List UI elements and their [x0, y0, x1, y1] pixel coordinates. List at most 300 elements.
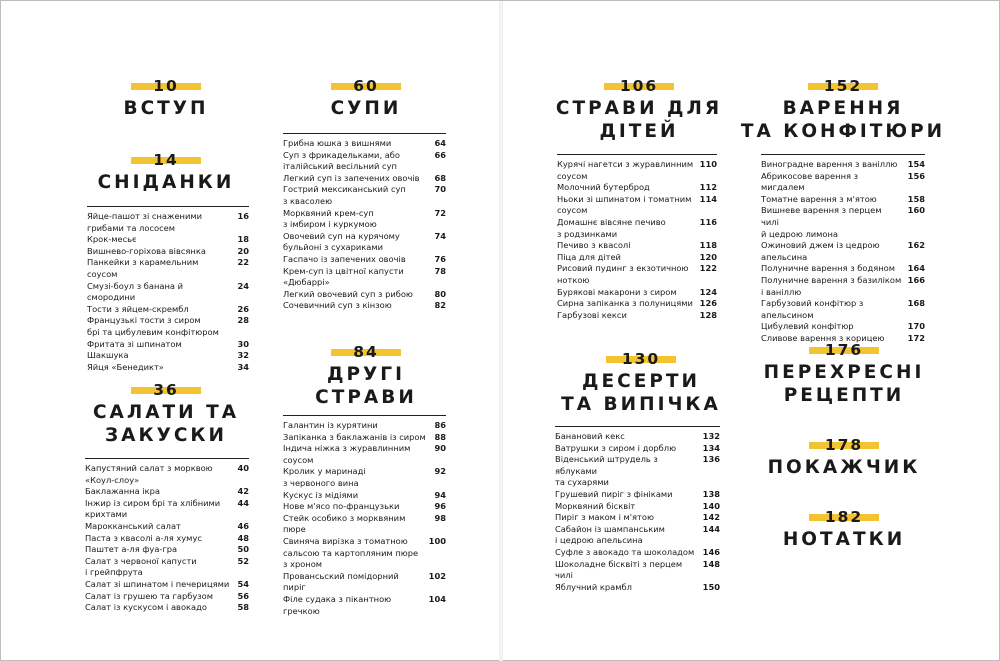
- section-title: [306, 363, 426, 409]
- toc-entry-page: 42: [237, 486, 249, 497]
- toc-entry-page: 82: [434, 300, 446, 311]
- toc-entry-page: 56: [237, 590, 249, 601]
- toc-entry-page: 94: [434, 489, 446, 500]
- toc-entry-page: 22: [237, 257, 249, 268]
- toc-entry-page: 148: [702, 558, 720, 569]
- toc-entry: [87, 223, 249, 235]
- toc-entry: [761, 321, 925, 333]
- toc-entry-page: 74: [434, 230, 446, 241]
- toc-entry-title: Яйце-пашот зі снаженими: [87, 211, 203, 221]
- toc-entry-page: 24: [237, 280, 249, 291]
- section-title: СНІДАНКИ: [97, 172, 235, 193]
- toc-entry-title: «Коул-слоу»: [85, 474, 140, 485]
- section-mains: [306, 343, 426, 409]
- toc-entry-title: Ватрушки з сиром і дорблю: [555, 442, 677, 453]
- toc-desserts: [555, 426, 720, 593]
- section-page-number: 84: [353, 343, 379, 361]
- toc-entry: [283, 501, 446, 513]
- toc-entry: [85, 509, 249, 521]
- toc-entry-page: 102: [428, 570, 446, 581]
- toc-entry-title: та сухарями: [555, 477, 609, 488]
- toc-entry-page: 150: [702, 581, 720, 592]
- toc-entry-page: 98: [434, 512, 446, 523]
- section-title: СУПИ: [330, 98, 402, 119]
- toc-entry-title: Паста з квасолі а-ля хумус: [85, 532, 202, 543]
- toc-entry: [87, 315, 249, 327]
- divider: [283, 415, 446, 416]
- toc-soups: [283, 133, 446, 312]
- toc-entry-title: Гарбузовий конфітюр з апельсином: [761, 298, 864, 320]
- toc-entry-title: Смузі-боул з банана й смородини: [87, 280, 184, 303]
- section-title-line: РЕЦЕПТИ: [783, 385, 905, 406]
- toc-entry-page: 124: [699, 286, 717, 297]
- toc-entry-page: 154: [907, 159, 925, 169]
- toc-entry-title: Рисовий пудинг з екзотичною: [557, 263, 689, 274]
- toc-entry-page: 88: [434, 431, 446, 442]
- toc-entry: [85, 475, 249, 487]
- divider: [283, 133, 446, 134]
- section-title-line: ТА КОНФІТЮРИ: [740, 121, 946, 142]
- toc-entry-title: Баклажанна ікра: [85, 486, 160, 497]
- section-title-line: СТРАВИ ДЛЯ: [555, 98, 723, 119]
- toc-entry-page: 20: [237, 245, 249, 256]
- toc-entry-page: 126: [699, 298, 717, 309]
- toc-entry-title: Томатне варення з м'ятою: [761, 193, 877, 204]
- toc-entry-page: 58: [237, 602, 249, 613]
- toc-entry-title: Грибна юшка з вишнями: [283, 138, 392, 148]
- section-title: ВСТУП: [123, 98, 209, 119]
- toc-entry: [85, 463, 249, 475]
- section-desserts: [556, 350, 726, 416]
- toc-entry-page: 116: [699, 216, 717, 227]
- toc-entry-page: 134: [702, 442, 720, 453]
- toc-jams: [761, 154, 925, 345]
- toc-entry-title: брі та цибулевим конфітюром: [87, 326, 219, 337]
- toc-entry: [87, 281, 249, 304]
- toc-entry: [87, 211, 249, 223]
- toc-entry: [557, 229, 717, 241]
- toc-entry-page: 138: [702, 488, 720, 499]
- toc-entry-title: Французькі тости з сиром: [87, 315, 201, 326]
- toc-entry: [557, 159, 717, 171]
- toc-entry-title: з червоного вина: [283, 477, 359, 488]
- section-page-number: 106: [619, 77, 659, 95]
- toc-entry-title: Суп з фрикадельками, або: [283, 149, 400, 160]
- toc-entry-page: 48: [237, 532, 249, 543]
- toc-entry-title: Легкий суп із запечених овочів: [283, 172, 420, 183]
- toc-entry-page: 90: [434, 443, 446, 454]
- toc-entry-title: Морквяний бісквіт: [555, 500, 636, 511]
- toc-entry-page: 120: [699, 251, 717, 262]
- toc-entry-title: Тости з яйцем-скрембл: [87, 303, 189, 314]
- toc-entry-page: 92: [434, 466, 446, 477]
- toc-entry-title: Шоколадне бісквіті з перцем чилі: [555, 558, 683, 581]
- toc-entry-title: Цибулевий конфітюр: [761, 321, 854, 332]
- toc-entry-title: Сирна запіканка з полуницями: [557, 298, 693, 309]
- toc-entry-title: соусом: [283, 454, 314, 465]
- toc-entry: [555, 443, 720, 455]
- toc-entry: [283, 432, 446, 444]
- toc-entry-page: 34: [237, 361, 249, 372]
- toc-entry-title: Гарбузові кекси: [557, 309, 627, 320]
- toc-entry: [283, 571, 446, 594]
- toc-entry-title: Капустяний салат з морквою: [85, 463, 213, 473]
- section-soups: [306, 77, 426, 120]
- section-breakfast: [86, 151, 246, 194]
- toc-entry-title: «Дюбаррі»: [283, 277, 330, 288]
- toc-salads: [85, 458, 249, 614]
- toc-entry: [557, 171, 717, 183]
- section-title: НОТАТКИ: [782, 529, 906, 550]
- section-title: [549, 97, 729, 143]
- toc-entry-page: 68: [434, 172, 446, 183]
- toc-entry: [283, 208, 446, 220]
- toc-entry-page: 46: [237, 520, 249, 531]
- toc-entry-title: Грушевий пиріг з фініками: [555, 488, 673, 499]
- section-index: [764, 436, 924, 479]
- section-page-number: 178: [824, 436, 864, 454]
- toc-entry-page: 78: [434, 265, 446, 276]
- toc-entry-title: Морквяний крем-суп: [283, 207, 374, 218]
- toc-entry: [557, 252, 717, 264]
- toc-entry-title: Віденський штрудель з яблуками: [555, 454, 658, 476]
- section-page-number: 182: [824, 508, 864, 526]
- section-page-number: 152: [823, 77, 863, 95]
- toc-entry-page: 54: [237, 578, 249, 589]
- toc-entry-title: Яблучний крамбл: [555, 581, 632, 592]
- toc-entry: [283, 138, 446, 150]
- book-spine: [499, 1, 503, 661]
- toc-entry: [557, 310, 717, 322]
- toc-entry: [557, 217, 717, 229]
- section-title-line: ПЕРЕХРЕСНІ: [763, 362, 925, 383]
- toc-entry-title: соусом: [557, 170, 588, 181]
- toc-entry-page: 166: [907, 274, 925, 285]
- toc-entry: [87, 339, 249, 351]
- toc-entry: [283, 490, 446, 502]
- section-title-line: ДЕСЕРТИ: [582, 371, 700, 392]
- toc-entry: [761, 263, 925, 275]
- toc-entry: [283, 443, 446, 455]
- toc-entry: [283, 289, 446, 301]
- toc-entry-title: Суфле з авокадо та шоколадом: [555, 546, 695, 557]
- toc-entry: [557, 182, 717, 194]
- toc-entry-page: 16: [237, 211, 249, 221]
- toc-entry: [283, 455, 446, 467]
- toc-entry: [85, 567, 249, 579]
- toc-entry-page: 52: [237, 555, 249, 566]
- toc-entry-title: італійський весільний суп: [283, 161, 397, 172]
- toc-entry-title: Вишнево-горіхова вівсянка: [87, 245, 206, 256]
- toc-entry-page: 96: [434, 501, 446, 512]
- toc-entry-page: 44: [237, 497, 249, 508]
- toc-entry-title: Домашнє вівсяне печиво: [557, 216, 666, 227]
- toc-entry: [557, 205, 717, 217]
- toc-kids: [557, 154, 717, 321]
- toc-entry-title: Сабайон із шампанським: [555, 523, 665, 534]
- toc-entry: [555, 535, 720, 547]
- toc-entry-page: 86: [434, 420, 446, 430]
- section-title: ПОКАЖЧИК: [767, 457, 921, 478]
- toc-entry-title: Марокканський салат: [85, 520, 181, 531]
- toc-entry: [283, 478, 446, 490]
- toc-entry-page: 122: [699, 263, 717, 274]
- toc-entry-title: Шакшука: [87, 350, 129, 361]
- toc-entry-title: соусом: [557, 205, 588, 216]
- toc-entry-page: 162: [907, 240, 925, 251]
- toc-entry: [283, 196, 446, 208]
- toc-entry-page: 110: [699, 159, 717, 169]
- toc-entry: [283, 242, 446, 254]
- section-page-number: 14: [153, 151, 179, 169]
- toc-entry-title: бульйоні з сухариками: [283, 242, 383, 253]
- section-page-number: 60: [353, 77, 379, 95]
- toc-entry: [283, 277, 446, 289]
- divider: [87, 206, 249, 207]
- toc-entry-page: 146: [702, 546, 720, 557]
- toc-entry-page: 158: [907, 193, 925, 204]
- toc-entry: [87, 304, 249, 316]
- section-title: [556, 370, 726, 416]
- toc-entry-title: з квасолею: [283, 195, 333, 206]
- toc-entry-title: Свиняча вирізка з томатною: [283, 535, 408, 546]
- toc-entry-title: Салат зі шпинатом і печерицями: [85, 578, 230, 589]
- toc-entry: [283, 184, 446, 196]
- toc-entry-page: 26: [237, 303, 249, 314]
- section-title: [749, 361, 939, 407]
- toc-entry-title: і ваніллю: [761, 286, 802, 297]
- toc-entry-title: Молочний бутерброд: [557, 182, 650, 193]
- toc-entry: [283, 173, 446, 185]
- section-title: [739, 97, 947, 143]
- toc-entry: [555, 501, 720, 513]
- toc-entry-title: й цедрою лимона: [761, 228, 839, 239]
- toc-entry-title: Сочевичний суп з кінзою: [283, 300, 392, 311]
- toc-entry: [283, 300, 446, 312]
- toc-entry-title: Банановий кекс: [555, 431, 625, 441]
- toc-entry: [557, 240, 717, 252]
- toc-entry: [283, 420, 446, 432]
- toc-entry-title: Індича ніжка з журавлинним: [283, 443, 411, 454]
- toc-entry-page: 140: [702, 500, 720, 511]
- toc-entry: [283, 466, 446, 478]
- toc-entry-page: 64: [434, 138, 446, 148]
- toc-entry: [283, 161, 446, 173]
- toc-entry: [87, 350, 249, 362]
- toc-entry-title: і грейпфрута: [85, 567, 143, 578]
- toc-entry-title: ноткою: [557, 274, 590, 285]
- toc-entry-title: Гаспачо із запечених овочів: [283, 253, 406, 264]
- toc-mains: [283, 415, 446, 617]
- toc-entry-title: Вишневе варення з перцем чилі: [761, 205, 882, 227]
- toc-entry: [555, 559, 720, 582]
- toc-entry: [87, 362, 249, 374]
- toc-entry-title: Салат із кускусом і авокадо: [85, 602, 207, 613]
- toc-entry-page: 144: [702, 523, 720, 534]
- toc-entry-title: Провансьский помідорний пиріг: [283, 570, 399, 593]
- toc-entry-page: 164: [907, 263, 925, 274]
- toc-entry-page: 112: [699, 182, 717, 193]
- toc-entry: [85, 556, 249, 568]
- toc-entry-title: з родзинками: [557, 228, 618, 239]
- toc-entry-title: з імбиром і куркумою: [283, 219, 377, 230]
- toc-entry: [87, 257, 249, 280]
- toc-entry-title: грибами та лососем: [87, 222, 176, 233]
- toc-entry: [283, 231, 446, 243]
- section-title-line: САЛАТИ ТА: [92, 402, 240, 423]
- toc-entry: [283, 150, 446, 162]
- toc-entry: [555, 454, 720, 477]
- toc-entry-title: Інжир із сиром брі та хлібними: [85, 497, 221, 508]
- toc-entry-title: Ньоки зі шпинатом і томатним: [557, 193, 692, 204]
- section-title-line: ДІТЕЙ: [599, 121, 679, 142]
- toc-entry-title: Піца для дітей: [557, 251, 621, 262]
- toc-entry-title: з хроном: [283, 559, 323, 570]
- toc-entry: [761, 275, 925, 287]
- toc-entry: [555, 477, 720, 489]
- toc-entry-page: 80: [434, 288, 446, 299]
- divider: [761, 154, 925, 155]
- divider: [85, 458, 249, 459]
- toc-entry-page: 76: [434, 253, 446, 264]
- toc-entry: [85, 486, 249, 498]
- section-page-number: 176: [824, 341, 864, 359]
- toc-entry-page: 28: [237, 315, 249, 326]
- section-kids: [549, 77, 729, 143]
- toc-entry: [557, 298, 717, 310]
- toc-entry: [85, 602, 249, 614]
- toc-entry-title: Полуничне варення з базиліком: [761, 274, 902, 285]
- toc-entry: [87, 246, 249, 258]
- section-title-line: ВАРЕННЯ: [782, 98, 904, 119]
- toc-entry: [87, 327, 249, 339]
- toc-entry-title: Салат з червоної капусти: [85, 555, 197, 566]
- toc-entry: [283, 254, 446, 266]
- toc-entry-title: Ожиновий джем із цедрою: [761, 240, 880, 251]
- section-title: [71, 401, 261, 447]
- toc-entry-title: Нове м'ясо по-французьки: [283, 501, 400, 512]
- toc-entry: [761, 287, 925, 299]
- toc-entry-title: Пиріг з маком і м'ятою: [555, 512, 654, 523]
- toc-entry-page: 72: [434, 207, 446, 218]
- toc-entry: [555, 512, 720, 524]
- toc-entry: [761, 298, 925, 321]
- toc-entry-title: сальсою та картопляним пюре: [283, 547, 419, 558]
- toc-entry: [555, 582, 720, 594]
- toc-entry-title: Курячі нагетси з журавлинним: [557, 159, 694, 169]
- toc-entry-title: Фритата зі шпинатом: [87, 338, 182, 349]
- toc-entry-page: 136: [702, 454, 720, 465]
- toc-entry-page: 156: [907, 170, 925, 181]
- toc-entry: [283, 559, 446, 571]
- toc-entry-page: 160: [907, 205, 925, 216]
- toc-entry: [555, 524, 720, 536]
- toc-entry: [761, 159, 925, 171]
- toc-entry: [555, 489, 720, 501]
- toc-entry: [761, 240, 925, 252]
- toc-entry: [283, 513, 446, 536]
- toc-entry-page: 32: [237, 350, 249, 361]
- toc-entry: [555, 547, 720, 559]
- toc-entry-title: Крем-суп із цвітної капусти: [283, 265, 404, 276]
- toc-entry-title: і цедрою апельсина: [555, 535, 643, 546]
- section-intro: [106, 77, 226, 120]
- toc-entry-title: Абрикосове варення з мигдалем: [761, 170, 859, 193]
- toc-entry: [557, 194, 717, 206]
- toc-entry-page: 40: [237, 463, 249, 473]
- toc-entry: [555, 431, 720, 443]
- toc-entry-page: 104: [428, 593, 446, 604]
- toc-entry-page: 168: [907, 298, 925, 309]
- section-page-number: 130: [621, 350, 661, 368]
- section-title-line: ЗАКУСКИ: [104, 425, 228, 446]
- toc-entry-page: 114: [699, 193, 717, 204]
- toc-entry-page: 170: [907, 321, 925, 332]
- toc-entry-title: Кролик у маринаді: [283, 466, 366, 477]
- toc-entry-title: Кускус із мідіями: [283, 489, 359, 500]
- toc-entry-title: Галантин із курятини: [283, 420, 378, 430]
- section-jams: [739, 77, 947, 143]
- toc-entry: [761, 194, 925, 206]
- toc-entry-title: Полуничне варення з бодяном: [761, 263, 895, 274]
- toc-entry-page: 70: [434, 184, 446, 195]
- toc-entry: [283, 548, 446, 560]
- toc-entry-title: Бурякові макарони з сиром: [557, 286, 677, 297]
- toc-entry-title: Стейк особико з морквяним пюре: [283, 512, 406, 535]
- toc-entry: [761, 171, 925, 194]
- section-page-number: 36: [153, 381, 179, 399]
- toc-entry: [283, 594, 446, 617]
- toc-entry-title: Паштет а-ля фуа-гра: [85, 544, 178, 555]
- toc-entry-page: 172: [907, 332, 925, 343]
- toc-entry: [557, 275, 717, 287]
- toc-entry: [761, 229, 925, 241]
- toc-entry-page: 118: [699, 240, 717, 251]
- toc-entry: [85, 533, 249, 545]
- toc-entry-title: Овочевий суп на курячому: [283, 230, 400, 241]
- toc-entry-page: 132: [702, 431, 720, 441]
- section-title-line: СТРАВИ: [315, 387, 417, 408]
- section-notes: [764, 508, 924, 551]
- toc-entry-title: Виноградне варення з ваніллю: [761, 159, 898, 169]
- toc-entry: [85, 579, 249, 591]
- toc-entry-page: 100: [428, 535, 446, 546]
- toc-entry-page: 66: [434, 149, 446, 160]
- toc-entry-title: Сливове варення з корицею: [761, 332, 885, 343]
- toc-entry-page: 50: [237, 544, 249, 555]
- toc-entry-title: Легкий овочевий суп з рибою: [283, 288, 413, 299]
- divider: [555, 426, 720, 427]
- toc-entry-page: 128: [699, 309, 717, 320]
- toc-breakfast: [87, 206, 249, 373]
- toc-entry: [85, 591, 249, 603]
- toc-entry-title: Яйця «Бенедикт»: [87, 361, 164, 372]
- toc-entry: [283, 266, 446, 278]
- toc-entry: [85, 498, 249, 510]
- toc-entry: [557, 263, 717, 275]
- section-cross: [749, 341, 939, 407]
- toc-entry: [87, 234, 249, 246]
- toc-entry: [283, 219, 446, 231]
- toc-entry: [283, 536, 446, 548]
- toc-entry-title: Панкейки з карамельним соусом: [87, 257, 199, 279]
- toc-entry: [85, 521, 249, 533]
- toc-entry-page: 142: [702, 512, 720, 523]
- section-title-line: ТА ВИПІЧКА: [561, 394, 721, 415]
- toc-entry-page: 30: [237, 338, 249, 349]
- toc-entry: [557, 287, 717, 299]
- toc-entry: [761, 252, 925, 264]
